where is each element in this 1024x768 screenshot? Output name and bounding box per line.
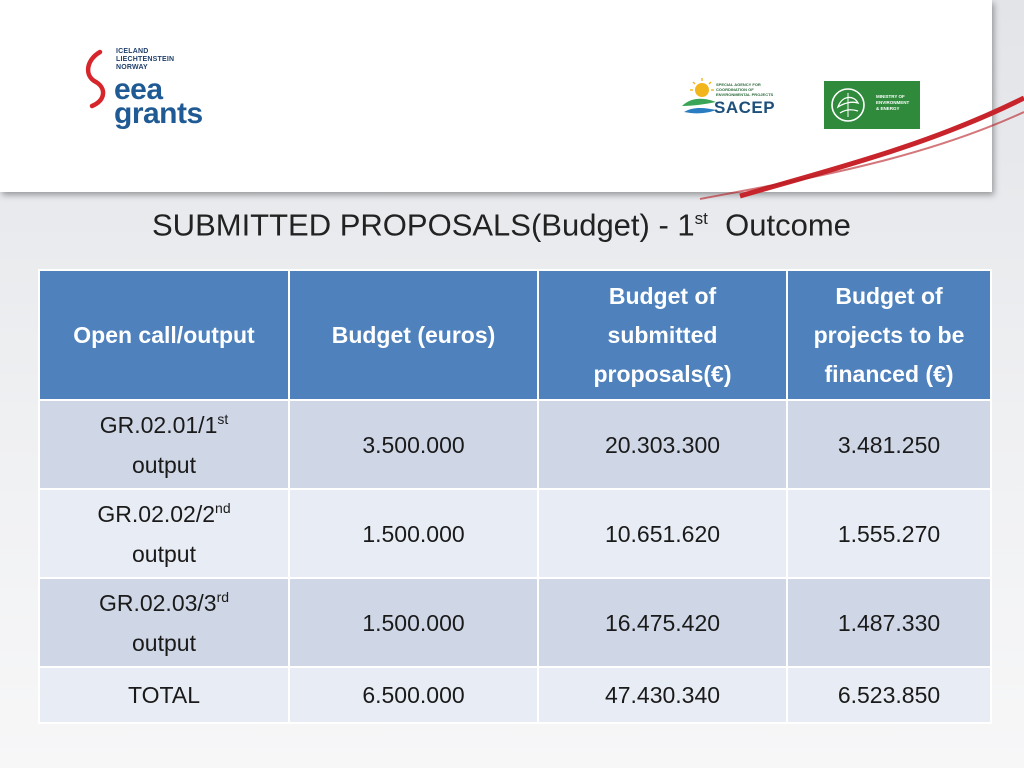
cell-submitted: 16.475.420 (538, 578, 787, 667)
sacep-logo (680, 76, 790, 124)
eea-mark-icon (80, 48, 112, 128)
header-submitted-line: Budget of (608, 282, 717, 309)
call-output: output (132, 629, 196, 656)
table-row (39, 400, 991, 489)
header-submitted-line: submitted (607, 321, 718, 348)
cell-budget: 1.500.000 (289, 489, 538, 578)
call-code: GR.02.03/3 (98, 589, 217, 616)
table-total-row (39, 667, 991, 723)
cell-total-financed: 6.523.850 (787, 667, 991, 723)
eea-word: eea (114, 73, 163, 106)
eea-country-norway: NORWAY (116, 64, 148, 71)
cell-financed: 3.481.250 (787, 400, 991, 489)
cell-submitted: 10.651.620 (538, 489, 787, 578)
header-financed-line: financed (€) (824, 360, 954, 387)
ministry-line-2: ENVIRONMENT (876, 100, 910, 105)
header-submitted (538, 270, 787, 400)
eea-country-iceland: ICELAND (116, 48, 149, 55)
cell-submitted: 20.303.300 (538, 400, 787, 489)
title-sup: st (694, 209, 708, 228)
eea-country-liechtenstein: LIECHTENSTEIN (116, 56, 175, 63)
ministry-emblem-icon (824, 81, 872, 129)
call-ordinal: nd (215, 499, 231, 516)
cell-open-call (39, 489, 289, 578)
ministry-line-3: & ENERGY (876, 106, 900, 111)
call-ordinal: st (217, 410, 229, 427)
cell-financed: 1.555.270 (787, 489, 991, 578)
title-main: SUBMITTED PROPOSALS(Budget) - 1 (152, 207, 695, 243)
header-financed-line: Budget of (835, 282, 943, 309)
cell-budget: 1.500.000 (289, 578, 538, 667)
grants-word: grants (114, 97, 203, 130)
ministry-logo (824, 81, 920, 129)
sacep-name: SACEP (714, 98, 776, 117)
title-rest: Outcome (725, 207, 851, 243)
cell-financed: 1.487.330 (787, 578, 991, 667)
header-financed (787, 270, 991, 400)
call-ordinal: rd (216, 588, 230, 605)
call-code: GR.02.02/2 (97, 500, 216, 527)
cell-open-call (39, 578, 289, 667)
cell-total-label: TOTAL (39, 667, 289, 723)
call-output: output (132, 540, 196, 567)
eea-grants-logo (80, 46, 240, 136)
header-financed-line: projects to be (813, 321, 965, 348)
ministry-line-1: MINISTRY OF (876, 94, 905, 99)
sacep-subtitle: SPECIAL AGENCY FOR COORDINATION OF ENVIRONMENTAL PROJECTS (716, 82, 774, 97)
table-header-row (39, 270, 991, 400)
call-code: GR.02.01/1 (99, 411, 218, 438)
table-row (39, 489, 991, 578)
header-open-call: Open call/output (39, 270, 289, 400)
header-submitted-line: proposals(€) (593, 360, 732, 387)
ministry-label (876, 94, 920, 112)
cell-budget: 3.500.000 (289, 400, 538, 489)
call-output: output (132, 451, 196, 478)
cell-total-budget: 6.500.000 (289, 667, 538, 723)
cell-open-call (39, 400, 289, 489)
header-budget: Budget (euros) (289, 270, 538, 400)
table-row (39, 578, 991, 667)
cell-total-submitted: 47.430.340 (538, 667, 787, 723)
budget-table (38, 269, 992, 724)
slide-title (152, 196, 851, 248)
